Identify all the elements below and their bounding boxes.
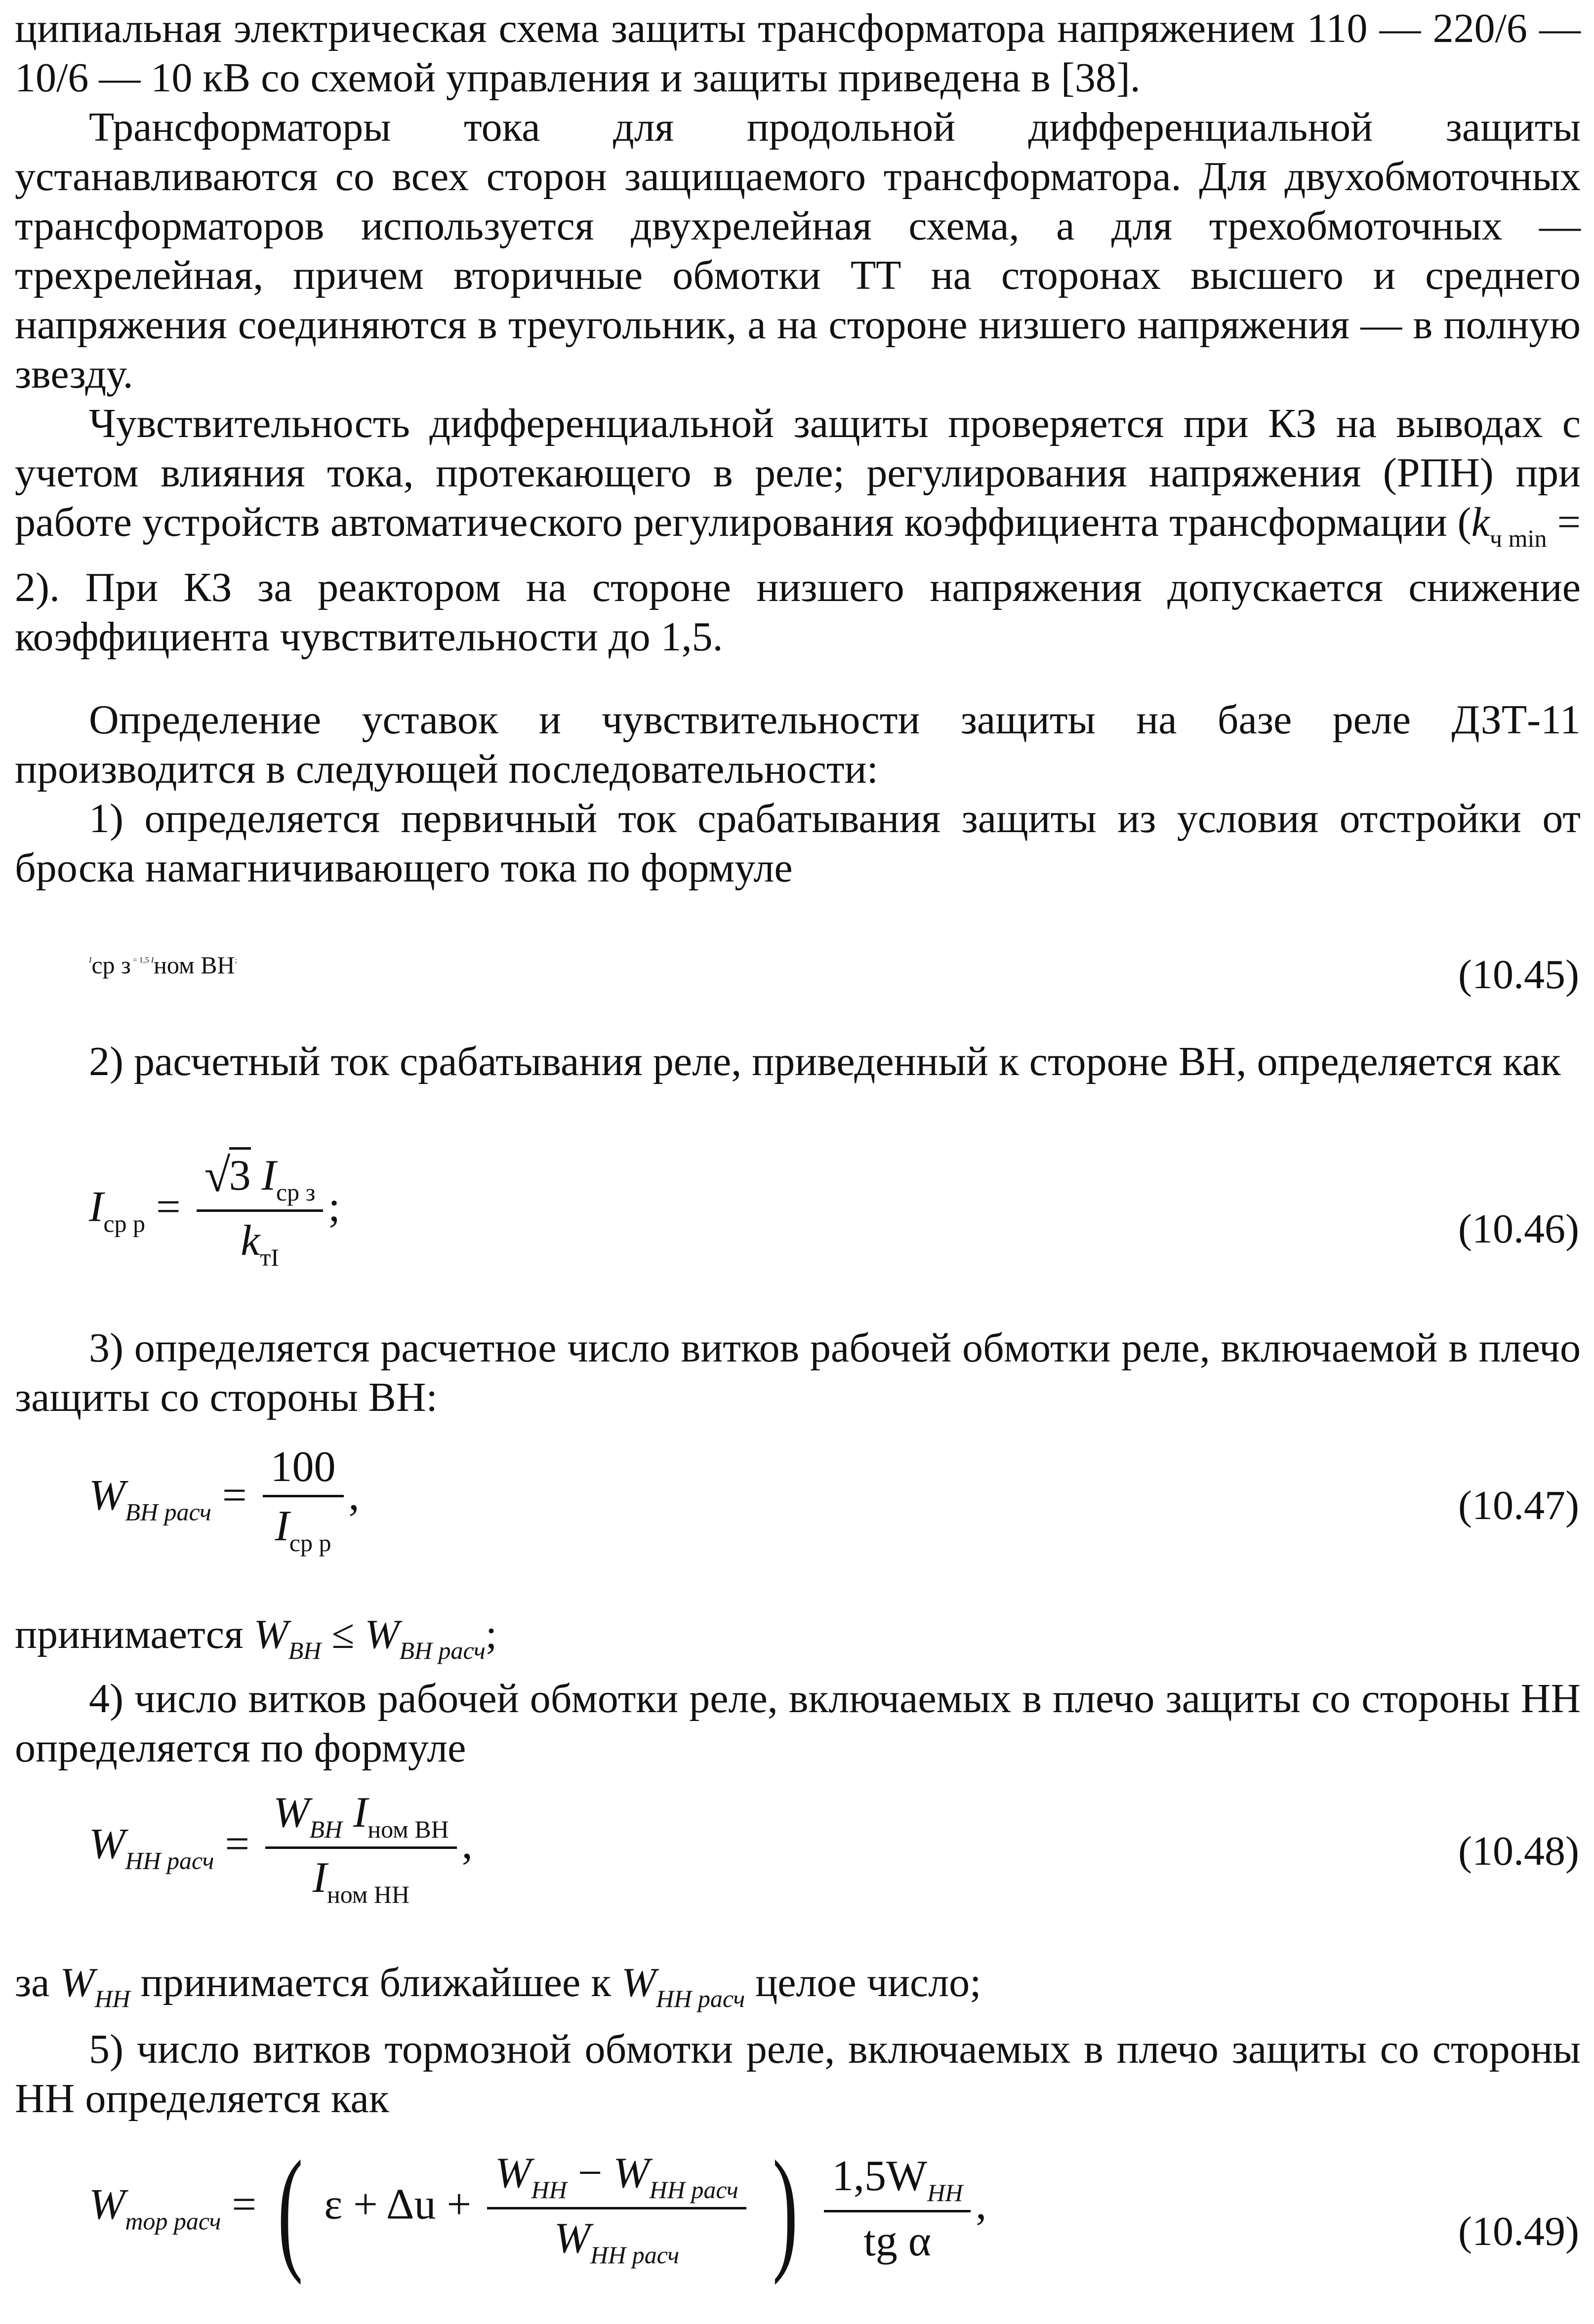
k-subscript: ч min [1489, 524, 1547, 552]
paragraph-text: 3) определяется расчетное число витков рабочей обмотки реле, включаемой в плечо защиты со стороны ВН: [15, 1325, 1581, 1420]
paragraph-sensitivity [15, 399, 1581, 662]
paragraph-text: Трансформаторы тока для продольной дифференциальной защиты устанавливаются со всех сторон защищаемого трансформатора. Для двухобмоточных трансформаторов используется двухрелейная схема, а для трехобмоточных — трехрелейная, причем вторичные обмотки ТТ на сторонах высшего и среднего напряжения соединяются в треугольник, а на стороне низшего напряжения — в полную звезду. [15, 104, 1581, 397]
equation-10-49: $W_{тор расч}$ = ( ε + Δu + $\frac{W_{НН} - W_{НН расч}}{W_{НН расч}}$ ) $\frac{1,5W_{НН}}{\text{tg α}}$ , [89, 2131, 987, 2285]
paragraph-text: 4) число витков рабочей обмотки реле, включаемых в плечо защиты со стороны НН определяется по формуле [15, 1676, 1581, 1771]
equation-number: (10.46) [1458, 1206, 1579, 1252]
equation-10-48: $W_{НН расч}$ = $\frac{W_{ВН} I_{ном ВН}}{I_{ном НН}}$ , [89, 1789, 473, 1908]
paragraph-nn-accept: за $W_{НН}$ принимается ближайшее к $W_{НН расч}$ целое число; [15, 1960, 981, 2012]
paragraph-text: Чувствительность дифференциальной защиты проверяется при КЗ на выводах с учетом влияния тока, протекающего в реле; регулирования напряжения (РПН) при работе устройств автоматического регулирования коэффициента трансформации ( [15, 401, 1581, 545]
paragraph-procedure [15, 695, 1581, 794]
fraction: √ 3 $I_{ср з}$ $k_{тI}$ [197, 1151, 324, 1272]
fraction: $\frac{W_{ВН} I_{ном ВН}}{I_{ном НН}}$ [265, 1788, 457, 1909]
right-parenthesis: ) [772, 2131, 798, 2285]
fraction: $\frac{W_{НН} - W_{НН расч}}{W_{НН расч}}$ [487, 2148, 746, 2269]
paragraph-step-1 [15, 794, 1581, 893]
equation-number: (10.47) [1458, 1483, 1579, 1528]
paragraph-text: 1) определяется первичный ток срабатывания защиты из условия отстройки от броска намагничивающего тока по формуле [15, 796, 1581, 891]
paragraph-text: 2) расчетный ток срабатывания реле, приведенный к стороне ВН, определяется как [89, 1039, 1561, 1084]
k-symbol: k [1471, 499, 1490, 545]
paragraph-intro [15, 4, 1581, 103]
equation-number: (10.45) [1458, 952, 1579, 998]
equation-10-45: Iср з = 1,5 Iном ВН; [89, 951, 237, 979]
paragraph-current-transformers [15, 103, 1581, 399]
paragraph-text: ципиальная электрическая схема защиты трансформатора напряжением 110 — 220/6 — 10/6 — 10 кВ со схемой управления и защиты приведена в [38]. [15, 5, 1581, 101]
equation-10-46: $I_{ср р}$ = √ 3 $I_{ср з}$ $k_{тI}$ ; [89, 1151, 340, 1272]
paragraph-text: Определение уставок и чувствительности защиты на базе реле ДЗТ-11 производится в следующей последовательности: [15, 697, 1581, 792]
paragraph-step-5 [15, 2025, 1581, 2124]
equation-number: (10.48) [1458, 1828, 1579, 1874]
equation-number: (10.49) [1458, 2208, 1579, 2254]
paragraph-text: 5) число витков тормозной обмотки реле, включаемых в плечо защиты со стороны НН определяется как [15, 2026, 1581, 2122]
paragraph-accept: принимается $W_{ВН} \le W_{ВН расч}$; [15, 1611, 497, 1664]
equation-10-47: $W_{ВН расч}$ = $\frac{100}{I_{ср р}}$ , [89, 1443, 360, 1557]
fraction: $\frac{1,5W_{НН}}{\text{tg α}}$ [824, 2151, 971, 2266]
paragraph-step-3 [15, 1323, 1581, 1422]
fraction: $\frac{100}{I_{ср р}}$ [263, 1442, 344, 1557]
paragraph-step-2 [15, 1037, 1581, 1086]
left-parenthesis: ( [277, 2131, 303, 2285]
paragraph-text: = 2). При КЗ за реактором на стороне низшего напряжения допускается снижение коэффициента чувствительности до 1,5. [15, 499, 1581, 660]
paragraph-step-4 [15, 1674, 1581, 1773]
